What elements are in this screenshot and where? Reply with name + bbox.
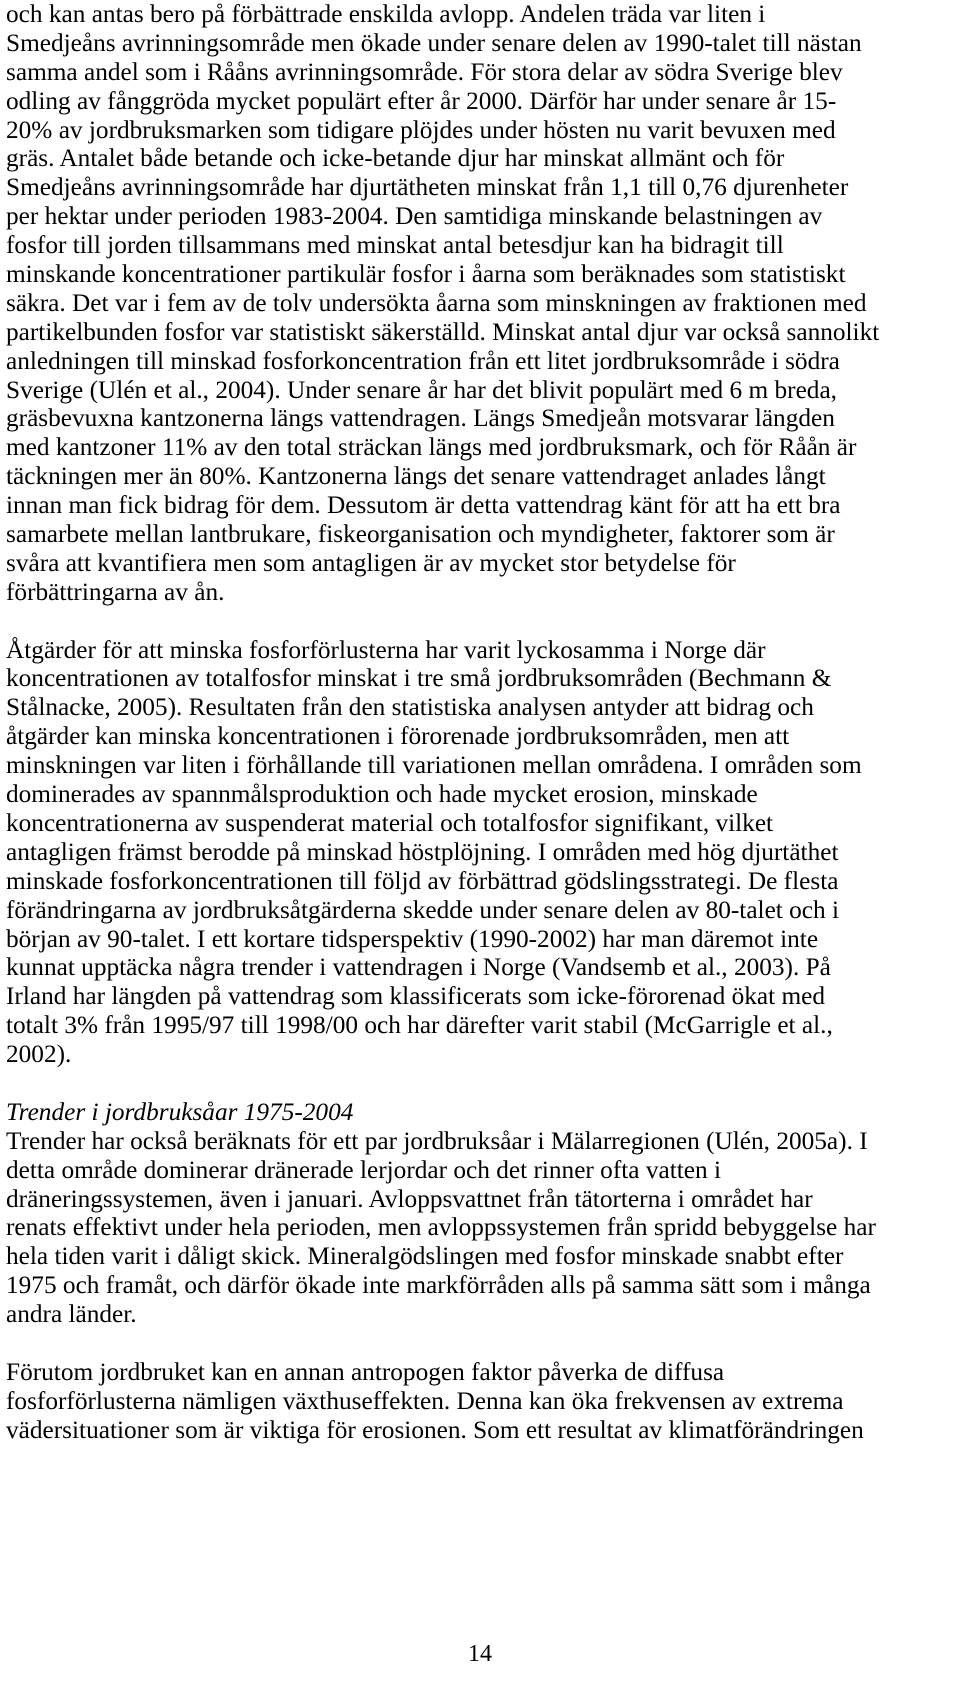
text-line: minskande koncentrationer partikulär fosfor i åarna som beräknades som statistiskt <box>6 260 846 289</box>
text-line: kunnat upptäcka några trender i vattendragen i Norge (Vandsemb et al., 2003). På <box>6 953 831 982</box>
text-line: Trender har också beräknats för ett par jordbruksåar i Mälarregionen (Ulén, 2005a). I <box>6 1126 868 1155</box>
text-line: åtgärder kan minska koncentrationen i förorenade jordbruksområden, men att <box>6 722 790 751</box>
paragraph-spacer <box>6 607 926 636</box>
body-paragraph <box>6 0 926 607</box>
text-line: Sverige (Ulén et al., 2004). Under senare år har det blivit populärt med 6 m breda, <box>6 375 838 404</box>
paragraph-spacer <box>6 1069 926 1098</box>
text-line: början av 90-talet. I ett kortare tidsperspektiv (1990-2002) har man däremot inte <box>6 924 819 953</box>
body-paragraph <box>6 636 926 1069</box>
text-line: totalt 3% från 1995/97 till 1998/00 och har därefter varit stabil (McGarrigle et al., <box>6 1011 833 1040</box>
text-line: odling av fånggröda mycket populärt efter år 2000. Därför har under senare år 15- <box>6 86 837 115</box>
document-page <box>6 0 926 1445</box>
text-line: koncentrationerna av suspenderat material och totalfosfor signifikant, vilket <box>6 808 774 837</box>
text-line: gräs. Antalet både betande och icke-betande djur har minskat allmänt och för <box>6 144 785 173</box>
text-line: och kan antas bero på förbättrade enskilda avlopp. Andelen träda var liten i <box>6 0 766 28</box>
body-paragraph <box>6 1127 926 1329</box>
text-line: minskningen var liten i förhållande till variationen mellan områdena. I områden som <box>6 751 862 780</box>
text-line: Förutom jordbruket kan en annan antropogen faktor påverka de diffusa <box>6 1357 725 1386</box>
text-line: Smedjeåns avrinningsområde men ökade under senare delen av 1990-talet till nästan <box>6 28 862 57</box>
text-line: dräneringssystemen, även i januari. Avloppsvattnet från tätorterna i området har <box>6 1184 813 1213</box>
page-number: 14 <box>468 1641 492 1667</box>
text-line: dominerades av spannmålsproduktion och hade mycket erosion, minskade <box>6 780 758 809</box>
text-line: Åtgärder för att minska fosforförlusterna har varit lyckosamma i Norge där <box>6 635 766 664</box>
text-line: säkra. Det var i fem av de tolv undersökta åarna som minskningen av fraktionen med <box>6 288 867 317</box>
body-paragraph <box>6 1358 926 1445</box>
text-line: täckningen mer än 80%. Kantzonerna längs det senare vattendraget anlades långt <box>6 462 826 491</box>
text-line: hela tiden varit i dåligt skick. Mineralgödslingen med fosfor minskade snabbt efter <box>6 1242 844 1271</box>
text-line: per hektar under perioden 1983-2004. Den samtidiga minskande belastningen av <box>6 202 823 231</box>
text-line: innan man fick bidrag för dem. Dessutom är detta vattendrag känt för att ha ett bra <box>6 491 841 520</box>
text-line: förbättringarna av ån. <box>6 577 225 606</box>
text-line: minskade fosforkoncentrationen till följd av förbättrad gödslingsstrategi. De flesta <box>6 866 839 895</box>
text-line: 20% av jordbruksmarken som tidigare plöjdes under hösten nu varit bevuxen med <box>6 115 836 144</box>
text-line: detta område dominerar dränerade lerjordar och det rinner ofta vatten i <box>6 1155 721 1184</box>
text-line: med kantzoner 11% av den total sträckan längs med jordbruksmark, och för Råån är <box>6 433 857 462</box>
text-line: 2002). <box>6 1040 72 1069</box>
text-line: Smedjeåns avrinningsområde har djurtätheten minskat från 1,1 till 0,76 djurenheter <box>6 173 849 202</box>
text-line: Stålnacke, 2005). Resultaten från den statistiska analysen antyder att bidrag och <box>6 693 814 722</box>
text-line: svåra att kvantifiera men som antagligen är av mycket stor betydelse för <box>6 548 736 577</box>
text-line: antagligen främst berodde på minskad höstplöjning. I områden med hög djurtäthet <box>6 837 839 866</box>
text-line: fosfor till jorden tillsammans med minskat antal betesdjur kan ha bidragit till <box>6 231 784 260</box>
text-line: andra länder. <box>6 1300 137 1329</box>
text-line: samma andel som i Rååns avrinningsområde. För stora delar av södra Sverige blev <box>6 57 843 86</box>
text-line: vädersituationer som är viktiga för erosionen. Som ett resultat av klimatförändringen <box>6 1415 864 1444</box>
text-line: partikelbunden fosfor var statistiskt säkerställd. Minskat antal djur var också sannolikt <box>6 317 880 346</box>
text-line: 1975 och framåt, och därför ökade inte markförråden alls på samma sätt som i många <box>6 1271 871 1300</box>
paragraph-spacer <box>6 1329 926 1358</box>
text-line: förändringarna av jordbruksåtgärderna skedde under senare delen av 80-talet och i <box>6 895 840 924</box>
text-line: gräsbevuxna kantzonerna längs vattendragen. Längs Smedjeån motsvarar längden <box>6 404 835 433</box>
text-line: anledningen till minskad fosforkoncentration från ett litet jordbruksområde i södra <box>6 346 840 375</box>
section-heading: Trender i jordbruksåar 1975-2004 <box>6 1097 354 1126</box>
text-line: Irland har längden på vattendrag som klassificerats som icke-förorenad ökat med <box>6 982 826 1011</box>
text-line: samarbete mellan lantbrukare, fiskeorganisation och myndigheter, faktorer som är <box>6 520 835 549</box>
text-line: koncentrationen av totalfosfor minskat i tre små jordbruksområden (Bechmann & <box>6 664 832 693</box>
text-line: renats effektivt under hela perioden, men avloppssystemen från spridd bebyggelse har <box>6 1213 876 1242</box>
text-line: fosforförlusterna nämligen växthuseffekten. Denna kan öka frekvensen av extrema <box>6 1386 844 1415</box>
